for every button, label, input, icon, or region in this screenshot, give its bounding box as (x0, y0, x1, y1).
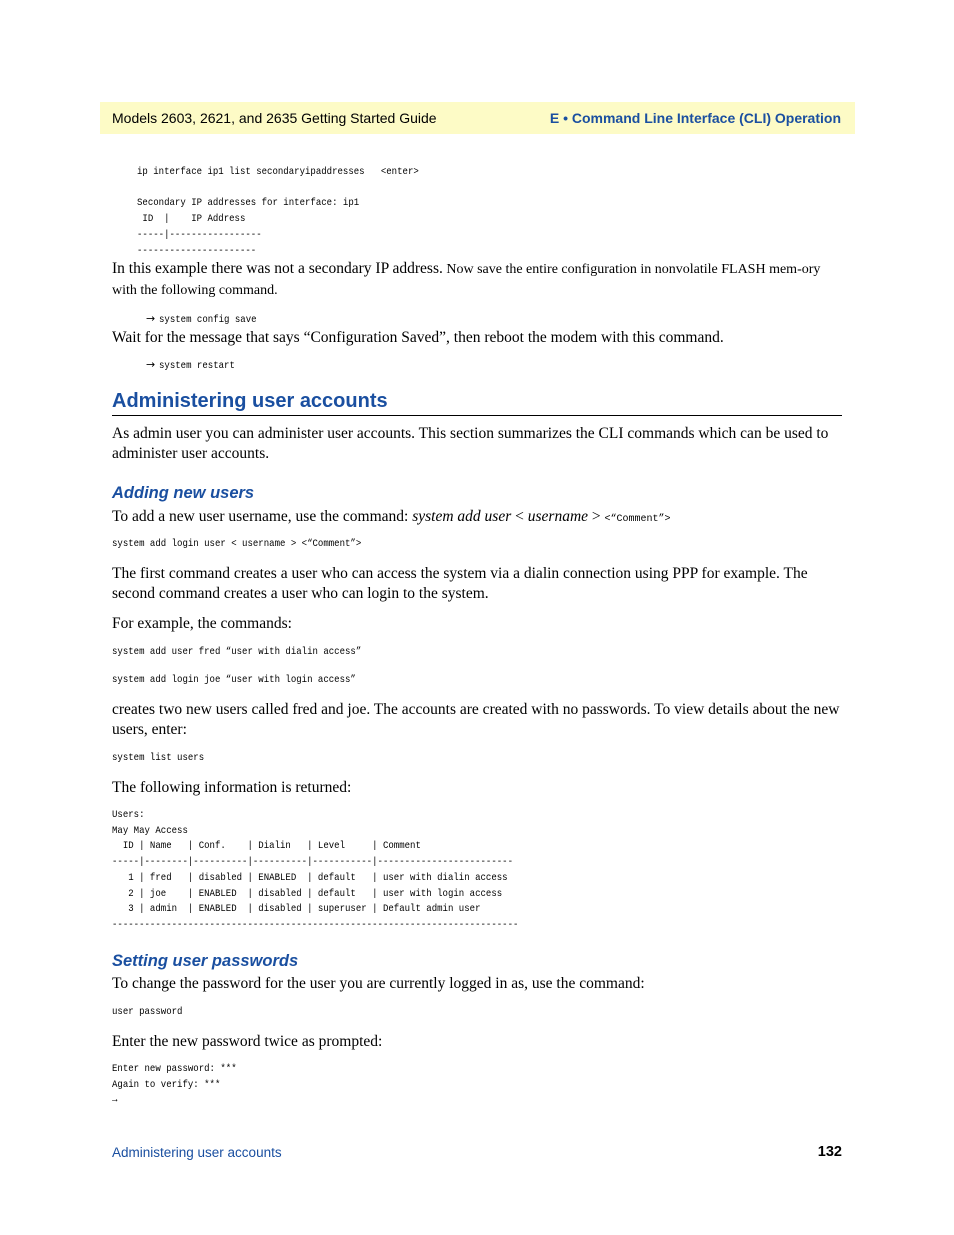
code-add-login-joe: system add login joe “user with login access” (112, 674, 356, 686)
paragraph-creates-users: creates two new users called fred and joe. The accounts are created with no passwords. To view details about the new users, enter: (112, 701, 840, 738)
code-add-user-fred: system add user fred “user with dialin access” (112, 646, 362, 658)
bracket-close: > (588, 508, 605, 525)
paragraph-change-password: To change the password for the user you are currently logged in as, use the command: (112, 975, 645, 992)
paragraph-commands-explained: The first command creates a user who can access the system via a dialin connection using PPP for example. The second command creates a user who can login to the system. (112, 565, 808, 602)
code-users-table: Users: May May Access ID | Name | Conf. | Dialin | Level | Comment -----|--------|----------|----------|-----------|------------------------- 1 | fred | disabled | ENABLED | default | user with dialin access 2 | joe | ENABLED | disabled | default | user with login access 3 | admin | ENABLED | disabled | superuser | Default admin user --------------------------------------------------------------------------- (112, 809, 519, 931)
prompt-arrow-icon: → (146, 358, 156, 371)
command-text: system config save (159, 314, 257, 326)
paragraph-intro: As admin user you can administer user accounts. This section summarizes the CLI commands which can be used to administer user accounts. (112, 425, 829, 462)
command-name: system add user (412, 508, 512, 525)
paragraph-text: To add a new user username, use the command: (112, 508, 413, 525)
subsection-title-passwords: Setting user passwords (112, 952, 299, 970)
paragraph-text: In this example there was not a secondary IP address. (112, 260, 443, 277)
paragraph-for-example: For example, the commands: (112, 615, 292, 632)
paragraph-wait: Wait for the message that says “Configuration Saved”, then reboot the modem with this command. (112, 329, 724, 346)
comment-argument: <“Comment”> (604, 514, 671, 525)
command-line (146, 309, 273, 329)
footer-section-name: Administering user accounts (112, 1145, 282, 1160)
code-user-password: user password (112, 1006, 183, 1018)
argument-name: username (527, 508, 589, 525)
command-text: system restart (159, 360, 236, 372)
command-line (146, 355, 247, 375)
bracket-open: < (511, 508, 528, 525)
paragraph-no-secondary-ip (112, 259, 842, 301)
code-password-prompt: Enter new password: *** Again to verify: *** → (112, 1063, 237, 1107)
paragraph-enter-password: Enter the new password twice as prompted: (112, 1033, 383, 1050)
page-number: 132 (817, 1144, 842, 1160)
header-guide-title: Models 2603, 2621, and 2635 Getting Started Guide (112, 110, 437, 126)
code-list-users: system list users (112, 752, 205, 764)
paragraph-add-user (112, 507, 842, 530)
paragraph-text: Now save the entire configuration in nonvolatile FLASH mem-ory with the following command. (112, 262, 821, 298)
header-chapter-title: E • Command Line Interface (CLI) Operation (549, 110, 841, 126)
prompt-arrow-icon: → (146, 312, 156, 325)
subsection-title-adding-users: Adding new users (112, 484, 255, 502)
code-add-login-user: system add login user < username > <“Comment”> (112, 538, 362, 550)
section-title: Administering user accounts (112, 390, 842, 416)
paragraph-info-returned: The following information is returned: (112, 779, 352, 796)
code-secondary-ip: ip interface ip1 list secondaryipaddresses <enter> Secondary IP addresses for interface: ip1 ID | IP Address -----|----------------- ---------------------- (137, 166, 419, 257)
running-header (100, 102, 855, 134)
